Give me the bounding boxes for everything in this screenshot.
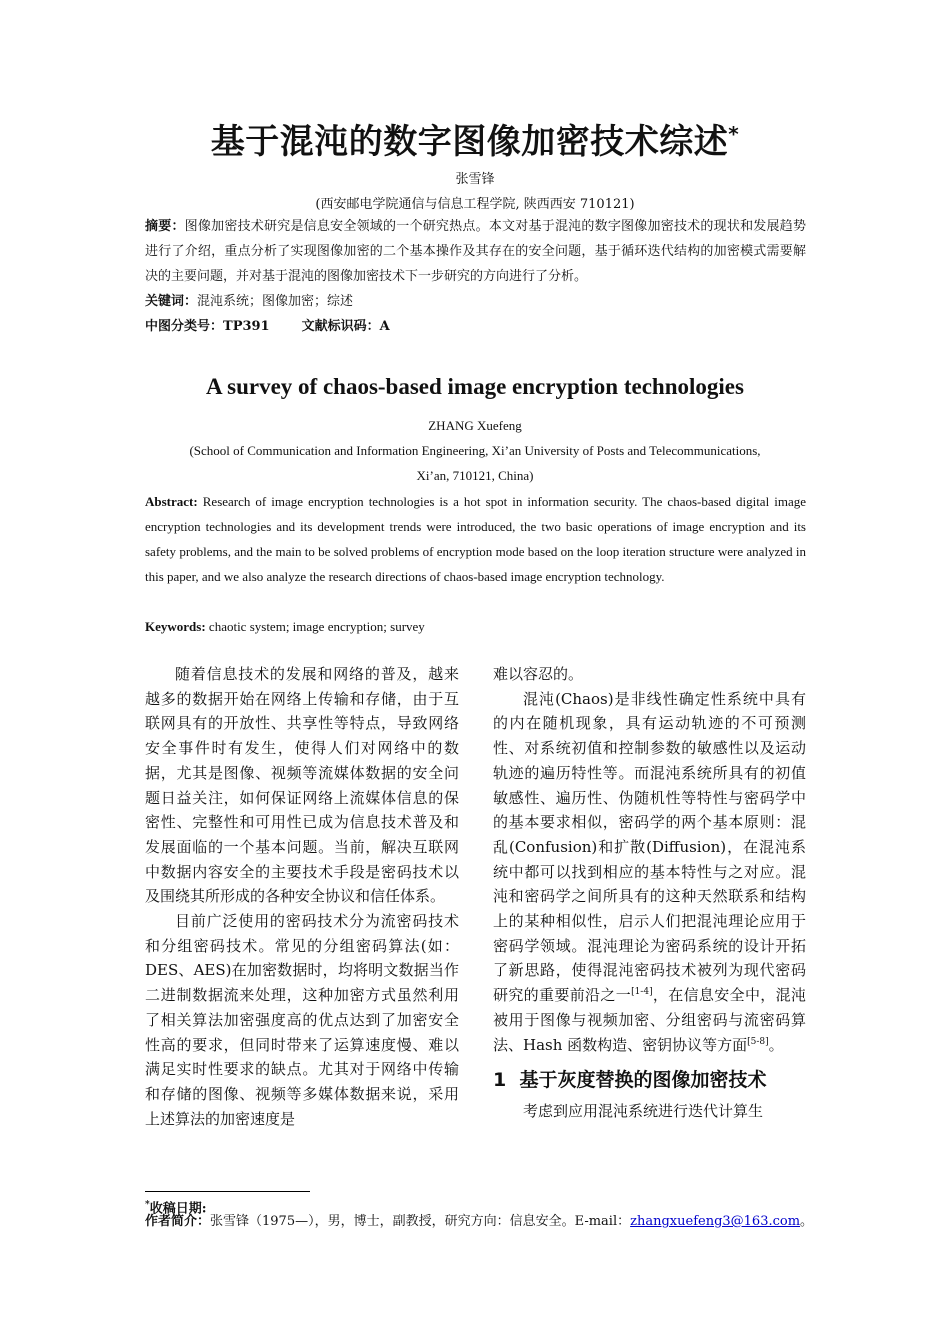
- footnote-rule: [145, 1191, 310, 1192]
- chinese-abstract-label: 摘要：: [145, 219, 185, 234]
- english-abstract-label: Abstract:: [145, 494, 198, 509]
- right-column: [493, 662, 806, 1124]
- section-heading: [493, 1065, 806, 1095]
- chinese-title: [0, 114, 950, 163]
- body-paragraph: 目前广泛使用的密码技术分为流密码技术和分组密码技术。常见的分组密码算法(如：DES、AES)在加密数据时，均将明文数据当作二进制数据流来处理，这种加密方式虽然利用了相关算法加密强度高的优点达到了加密安全性高的要求，但同时带来了运算速度慢、难以满足实时性要求的缺点。尤其对于网络中传输和存储的图像、视频等多媒体数据来说，采用上述算法的加密速度是: [145, 912, 459, 1128]
- body-paragraph: 随着信息技术的发展和网络的普及，越来越多的数据开始在网络上传输和存储，由于互联网具有的开放性、共享性等特点，导致网络安全事件时有发生，使得人们对网络中的数据，尤其是图像、视频等流媒体数据的安全问题日益关注，如何保证网络上流媒体信息的保密性、完整性和可用性已成为信息技术普及和发展面临的一个基本问题。当前，解决互联网中数据内容安全的主要技术手段是密码技术以及围绕其所形成的各种安全协议和信任体系。: [145, 665, 459, 906]
- bio-label: 作者简介：: [145, 1214, 211, 1229]
- section-title: 基于灰度替换的图像加密技术: [519, 1069, 767, 1092]
- title-footnote-mark: *: [728, 122, 740, 146]
- english-keywords-text: chaotic system; image encryption; survey: [208, 619, 425, 634]
- bio-end: 。: [800, 1214, 814, 1229]
- chinese-author: 张雪锋: [455, 172, 495, 187]
- chinese-keywords: [145, 289, 806, 314]
- chinese-keywords-label: 关键词：: [145, 294, 198, 309]
- received-mark: *: [145, 1200, 150, 1210]
- english-keywords: [145, 614, 806, 639]
- body-paragraph: [493, 687, 806, 1058]
- chinese-keywords-text: 混沌系统；图像加密；综述: [197, 294, 354, 309]
- english-abstract-text: Research of image encryption technologies is a hot spot in information security. The chaos-based digital image encryption technologies and its development trends were introduced, the two basic operations of image encryption and its safety problems, and the main to be solved problems of encryption mode based on the loop iteration structure were analyzed in this paper, and we also analyze the research directions of chaos-based image encryption technology.: [145, 494, 806, 584]
- section-number: 1: [493, 1069, 507, 1092]
- body-paragraph: 难以容忍的。: [493, 665, 584, 683]
- classification-line: [145, 314, 806, 339]
- english-title: A survey of chaos-based image encryption technologies: [206, 374, 744, 399]
- english-keywords-label: Keywords:: [145, 619, 206, 634]
- doccode-label: 文献标识码：: [301, 319, 380, 334]
- chinese-title-text: 基于混沌的数字图像加密技术综述: [210, 122, 729, 162]
- paragraph-text: ，在信息安全中，混沌被用于图像与视频加密、分组密码与流密码算法、Hash 函数构造、密钥协议等方面: [493, 986, 806, 1054]
- english-affiliation-line2: Xi’an, 710121, China): [416, 468, 534, 483]
- bio-text: 张雪锋（1975—），男，博士，副教授，研究方向：信息安全。E-mail：: [210, 1214, 631, 1229]
- author-bio-footnote: [145, 1213, 813, 1231]
- left-column: [145, 662, 459, 1131]
- chinese-abstract-text: 图像加密技术研究是信息安全领域的一个研究热点。本文对基于混沌的数字图像加密技术的现状和发展趋势进行了介绍，重点分析了实现图像加密的二个基本操作及其存在的安全问题，基于循环迭代结构的加密模式需要解决的主要问题，并对基于混沌的图像加密技术下一步研究的方向进行了分析。: [145, 219, 806, 284]
- paragraph-text: 混沌(Chaos)是非线性确定性系统中具有的内在随机现象，具有运动轨迹的不可预测性、对系统初值和控制参数的敏感性以及运动轨迹的遍历特性等。而混沌系统所具有的初值敏感性、遍历性、伪随机性等特性与密码学中的基本要求相似，密码学的两个基本原则：混乱(Confusion)和扩散(Diffusion)，在混沌系统中都可以找到相应的基本特性与之对应。混沌和密码学之间所具有的这种天然联系和结构上的某种相似性，启示人们把混沌理论应用于密码学领域。混沌理论为密码系统的设计开拓了新思路，使得混沌密码技术被列为现代密码研究的重要前沿之一: [493, 689, 806, 1005]
- email-link[interactable]: zhangxuefeng3@163.com: [630, 1214, 801, 1229]
- english-abstract: [145, 489, 806, 589]
- chinese-abstract: [145, 214, 806, 289]
- paragraph-text: 。: [768, 1035, 784, 1054]
- english-affiliation-line1: (School of Communication and Information Engineering, Xi’an University of Posts and Telecommunications,: [189, 443, 761, 458]
- clc-label: 中图分类号：: [145, 319, 224, 334]
- body-paragraph: 考虑到应用混沌系统进行迭代计算生: [523, 1102, 764, 1121]
- english-author: ZHANG Xuefeng: [428, 418, 522, 433]
- doccode-value: A: [379, 319, 390, 334]
- received-label: 收稿日期:: [149, 1201, 207, 1217]
- citation: [5-8]: [747, 1036, 769, 1047]
- chinese-affiliation: (西安邮电学院通信与信息工程学院, 陕西西安 710121): [315, 197, 635, 212]
- citation: [1-4]: [631, 987, 653, 998]
- clc-value: TP391: [223, 319, 270, 334]
